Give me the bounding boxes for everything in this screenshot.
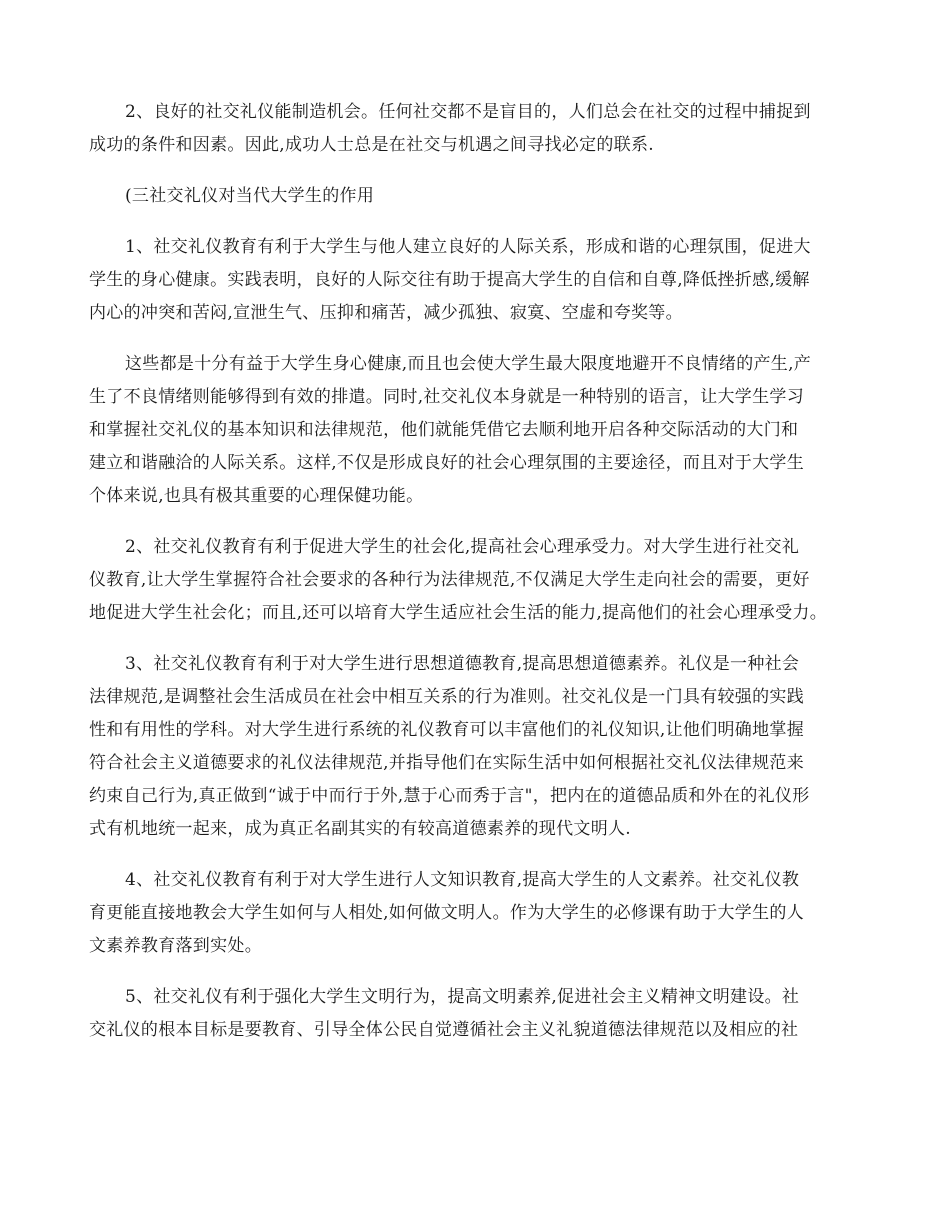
paragraph-item-5 (89, 981, 861, 1047)
text-line: 性和有用性的学科。对大学生进行系统的礼仪教育可以丰富他们的礼仪知识,让他们明确地掌握 (89, 720, 805, 740)
text-line: 学生的身心健康。实践表明，良好的人际交往有助于提高大学生的自信和自尊,降低挫折感,缓解 (89, 270, 810, 290)
text-line: 4、社交礼仪教育有利于对大学生进行人文知识教育,提高大学生的人文素养。社交礼仪教 (125, 870, 800, 890)
text-line: 仪教育,让大学生掌握符合社会要求的各种行为法律规范,不仅满足大学生走向社会的需要，更好 (89, 570, 810, 590)
text-line: 文素养教育落到实处。 (89, 936, 262, 956)
text-line: 这些都是十分有益于大学生身心健康,而且也会使大学生最大限度地避开不良情绪的产生,产 (125, 354, 812, 374)
paragraph-item-1 (89, 231, 861, 330)
text-line: 2、社交礼仪教育有利于促进大学生的社会化,提高社会心理承受力。对大学生进行社交礼 (125, 537, 800, 557)
text-line: 式有机地统一起来，成为真正名副其实的有较高道德素养的现代文明人. (89, 819, 632, 839)
section-heading-text: (三社交礼仪对当代大学生的作用 (125, 186, 375, 206)
text-line: 1、社交礼仪教育有利于大学生与他人建立良好的人际关系，形成和谐的心理氛围，促进大 (125, 237, 811, 257)
section-heading (89, 180, 861, 213)
text-line: 成功的条件和因素。因此,成功人士总是在社交与机遇之间寻找必定的联系. (89, 135, 655, 155)
paragraph-item-3 (89, 648, 861, 846)
text-line: 和掌握社交礼仪的基本知识和法律规范，他们就能凭借它去顺利地开启各种交际活动的大门和 (89, 420, 799, 440)
text-line: 生了不良情绪则能够得到有效的排遣。同时,社交礼仪本身就是一种特别的语言，让大学生学习 (89, 387, 805, 407)
paragraph-social-opportunity (89, 96, 861, 162)
text-line: 地促进大学生社会化；而且,还可以培育大学生适应社会生活的能力,提高他们的社会心理承受力。 (89, 603, 828, 623)
text-line: 符合社会主义道德要求的礼仪法律规范,并指导他们在实际生活中如何根据社交礼仪法律规范来 (89, 753, 805, 773)
document-body (89, 96, 861, 1065)
text-line: 3、社交礼仪教育有利于对大学生进行思想道德教育,提高思想道德素养。礼仪是一种社会 (125, 654, 800, 674)
text-line: 建立和谐融洽的人际关系。这样,不仅是形成良好的社会心理氛围的主要途径，而且对于大学生 (89, 453, 805, 473)
text-line: 交礼仪的根本目标是要教育、引导全体公民自觉遵循社会主义礼貌道德法律规范以及相应的社 (89, 1020, 799, 1040)
text-line: 个体来说,也具有极其重要的心理保健功能。 (89, 486, 424, 506)
text-line: 约束自己行为,真正做到“诚于中而行于外,慧于心而秀于言"，把内在的道德品质和外在的礼仪形 (89, 786, 810, 806)
paragraph-item-4 (89, 864, 861, 963)
text-line: 内心的冲突和苦闷,宣泄生气、压抑和痛苦，减少孤独、寂寞、空虚和夸奖等。 (89, 303, 683, 323)
text-line: 法律规范,是调整社会生活成员在社会中相互关系的行为准则。社交礼仪是一门具有较强的实践 (89, 687, 805, 707)
text-line: 育更能直接地教会大学生如何与人相处,如何做文明人。作为大学生的必修课有助于大学生的人 (89, 903, 805, 923)
text-line: 2、良好的社交礼仪能制造机会。任何社交都不是盲目的，人们总会在社交的过程中捕捉到 (125, 102, 811, 122)
paragraph-benefit (89, 348, 861, 513)
paragraph-item-2 (89, 531, 861, 630)
text-line: 5、社交礼仪有利于强化大学生文明行为，提高文明素养,促进社会主义精神文明建设。社 (125, 987, 800, 1007)
